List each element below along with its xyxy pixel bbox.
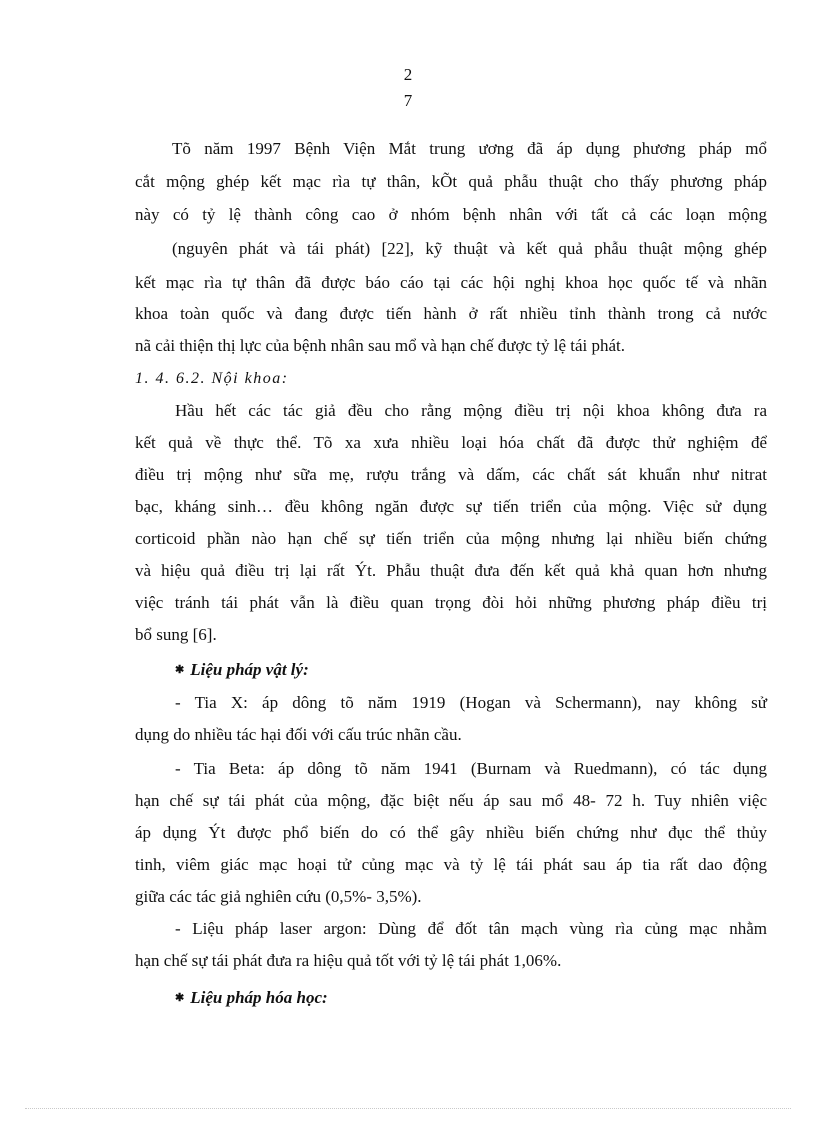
tia-beta-line: - Tia Beta: áp dông tõ năm 1941 (Burnam và Ruedmann), có tác dụng [175, 759, 767, 778]
tia-beta-line: hạn chế sự tái phát của mộng, đặc biệt nếu áp sau mổ 48- 72 h. Tuy nhiên việc [135, 791, 767, 810]
para1-line: (nguyên phát và tái phát) [22], kỹ thuật và kết quả phẫu thuật mộng ghép [172, 239, 767, 258]
para1-line: kết mạc rìa tự thân đã được báo cáo tại các hội nghị khoa học quốc tế và nhãn [135, 273, 767, 292]
tia-x-line: dụng do nhiều tác hại đối với cấu trúc nhãn cầu. [135, 725, 462, 744]
tia-x-line: - Tia X: áp dông tõ năm 1919 (Hogan và Schermann), nay không sử [175, 693, 767, 712]
laser-line: - Liệu pháp laser argon: Dùng để đốt tân mạch vùng rìa củng mạc nhằm [175, 919, 767, 938]
page-bottom-rule [25, 1108, 791, 1109]
page-number-line2: 7 [403, 91, 413, 110]
para2-line: việc tránh tái phát vẫn là điều quan trọng đòi hỏi những phương pháp điều trị [135, 593, 767, 612]
para1-line: cắt mộng ghép kết mạc rìa tự thân, kÕt quả phẫu thuật cho thấy phương pháp [135, 172, 767, 191]
star-bullet-icon: ✱ [175, 992, 185, 1004]
subheading-vat-ly-text: Liệu pháp vật lý: [190, 660, 309, 679]
subheading-hoa-hoc-text: Liệu pháp hóa học: [190, 988, 328, 1007]
para1-line: nã cải thiện thị lực của bệnh nhân sau mổ và hạn chế được tỷ lệ tái phát. [135, 336, 626, 355]
laser-line: hạn chế sự tái phát đưa ra hiệu quả tốt với tỷ lệ tái phát 1,06%. [135, 951, 562, 970]
para1-line: Tõ năm 1997 Bệnh Viện Mắt trung ương đã áp dụng phương pháp mổ [172, 139, 767, 158]
para2-line: Hầu hết các tác giả đều cho rằng mộng điều trị nội khoa không đưa ra [175, 401, 767, 420]
page-number-line1: 2 [403, 65, 413, 84]
tia-beta-line: giữa các tác giả nghiên cứu (0,5%- 3,5%). [135, 887, 422, 906]
para2-line: bạc, kháng sinh… đều không ngăn được sự tiến triển của mộng. Việc sử dụng [135, 497, 767, 516]
tia-beta-line: áp dụng Ýt được phổ biến do có thể gây nhiều biến chứng như đục thể thủy [135, 823, 767, 842]
star-bullet-icon: ✱ [175, 664, 185, 676]
para2-line: corticoid phần nào hạn chế sự tiến triển của mộng nhưng lại nhiều biến chứng [135, 529, 767, 548]
para1-line: này có tỷ lệ thành công cao ở nhóm bệnh nhân với tất cả các loạn mộng [135, 205, 767, 224]
para1-line: khoa toàn quốc và đang được tiến hành ở rất nhiều tỉnh thành trong cả nước [135, 304, 767, 323]
para2-line: điều trị mộng như sữa mẹ, rượu trắng và dấm, các chất sát khuẩn như nitrat [135, 465, 767, 484]
para2-line: bổ sung [6]. [135, 625, 217, 644]
subheading-hoa-hoc [175, 988, 328, 1008]
subheading-vat-ly [175, 660, 309, 680]
section-heading-noi-khoa: 1. 4. 6.2. Nội khoa: [135, 370, 289, 387]
para2-line: kết quả về thực thể. Tõ xa xưa nhiều loại hóa chất đã được thử nghiệm để [135, 433, 767, 452]
tia-beta-line: tinh, viêm giác mạc hoại tử củng mạc và tỷ lệ tái phát sau áp tia rất dao động [135, 855, 767, 874]
para2-line: và hiệu quả điều trị lại rất Ýt. Phẫu thuật đưa đến kết quả khả quan hơn nhưng [135, 561, 767, 580]
